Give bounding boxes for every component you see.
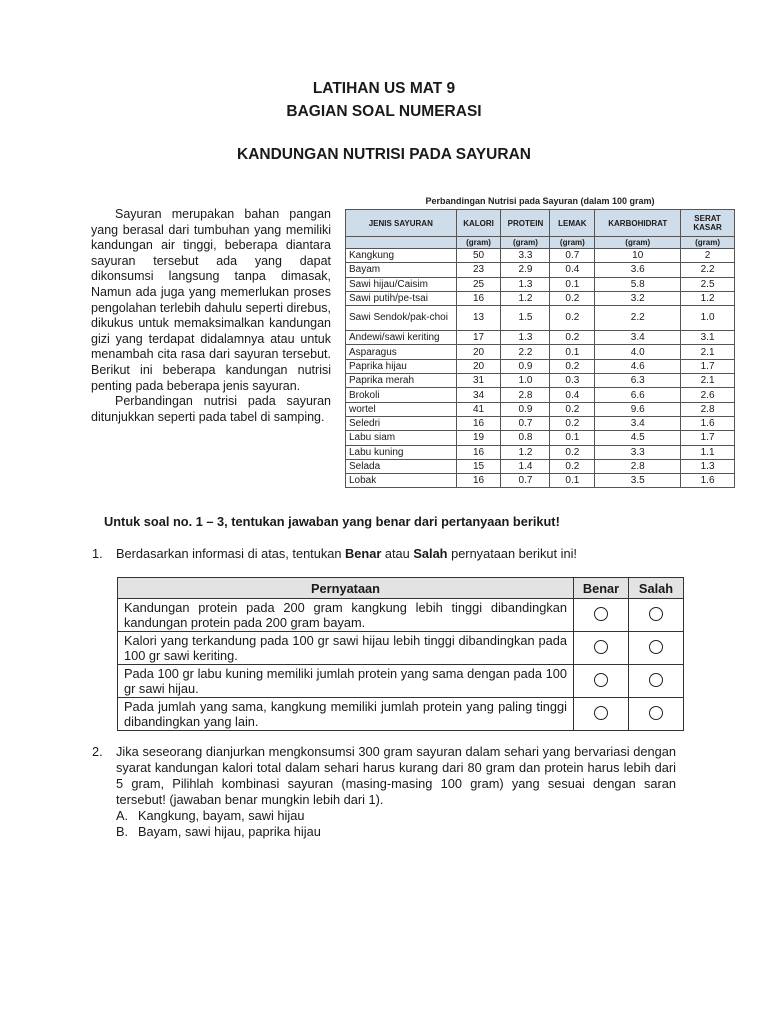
kalori-value: 16: [456, 416, 501, 430]
unit-cell: (gram): [595, 237, 681, 249]
benar-radio[interactable]: [594, 607, 608, 621]
lemak-value: 0.3: [550, 374, 595, 388]
kalori-value: 20: [456, 345, 501, 359]
karbohidrat-value: 9.6: [595, 402, 681, 416]
nutrition-row: [346, 402, 735, 416]
protein-value: 2.9: [501, 263, 550, 277]
unit-cell: [346, 237, 457, 249]
nutrition-table-body: [346, 249, 735, 488]
benar-radio[interactable]: [594, 640, 608, 654]
benar-cell: [574, 632, 629, 665]
protein-value: 3.3: [501, 249, 550, 263]
karbohidrat-value: 4.5: [595, 431, 681, 445]
col-header-jenis: JENIS SAYURAN: [346, 210, 457, 237]
vegetable-name: Kangkung: [346, 249, 457, 263]
col-header-karbohidrat: KARBOHIDRAT: [595, 210, 681, 237]
nutrition-header-row: [346, 210, 735, 237]
lemak-value: 0.1: [550, 431, 595, 445]
protein-value: 1.5: [501, 306, 550, 331]
statement-row: [118, 632, 684, 665]
intro-paragraph-2: Perbandingan nutrisi pada sayuran ditunjukkan seperti pada tabel di samping.: [91, 394, 331, 424]
lemak-value: 0.4: [550, 263, 595, 277]
col-header-lemak: LEMAK: [550, 210, 595, 237]
statement-row: [118, 665, 684, 698]
karbohidrat-value: 10: [595, 249, 681, 263]
karbohidrat-value: 3.4: [595, 331, 681, 345]
benar-cell: [574, 698, 629, 731]
salah-radio[interactable]: [649, 607, 663, 621]
benar-radio[interactable]: [594, 706, 608, 720]
statement-text: Pada 100 gr labu kuning memiliki jumlah protein yang sama dengan pada 100 gr sawi hijau.: [118, 665, 574, 698]
protein-value: 1.4: [501, 459, 550, 473]
serat-value: 3.1: [681, 331, 735, 345]
question-1-text-b: atau: [381, 546, 414, 561]
vegetable-name: Sawi putih/pe-tsai: [346, 291, 457, 305]
nutrition-row: [346, 359, 735, 373]
vegetable-name: Sawi Sendok/pak-choi: [346, 306, 457, 331]
statement-row: [118, 599, 684, 632]
salah-radio[interactable]: [649, 706, 663, 720]
lemak-value: 0.1: [550, 474, 595, 488]
serat-value: 1.0: [681, 306, 735, 331]
nutrition-row: [346, 459, 735, 473]
lemak-value: 0.2: [550, 416, 595, 430]
kalori-value: 17: [456, 331, 501, 345]
serat-value: 2.2: [681, 263, 735, 277]
kalori-value: 23: [456, 263, 501, 277]
protein-value: 1.0: [501, 374, 550, 388]
nutrition-row: [346, 345, 735, 359]
karbohidrat-value: 2.8: [595, 459, 681, 473]
col-header-serat: SERAT KASAR: [681, 210, 735, 237]
karbohidrat-value: 4.0: [595, 345, 681, 359]
protein-value: 1.3: [501, 277, 550, 291]
question-1: [92, 546, 577, 561]
page-subtitle: BAGIAN SOAL NUMERASI: [286, 103, 482, 120]
question-2-text: Jika seseorang dianjurkan mengkonsumsi 300 gram sayuran dalam sehari yang bervariasi dengan syarat kandungan kalori total dalam sehari harus kurang dari 80 gram dan protein harus lebih dari 5 gram, Pilihlah kombinasi sayuran (masing-masing 100 gram) yang sesuai dengan saran tersebut! (jawaban benar mungkin lebih dari 1).: [116, 744, 676, 807]
serat-value: 2.5: [681, 277, 735, 291]
kalori-value: 50: [456, 249, 501, 263]
col-header-protein: PROTEIN: [501, 210, 550, 237]
kalori-value: 16: [456, 474, 501, 488]
protein-value: 0.9: [501, 359, 550, 373]
serat-value: 1.2: [681, 291, 735, 305]
serat-value: 2.6: [681, 388, 735, 402]
option-b-text: Bayam, sawi hijau, paprika hijau: [138, 824, 321, 839]
unit-cell: (gram): [550, 237, 595, 249]
kalori-value: 25: [456, 277, 501, 291]
nutrition-row: [346, 374, 735, 388]
lemak-value: 0.7: [550, 249, 595, 263]
protein-value: 2.8: [501, 388, 550, 402]
question-1-number: 1.: [92, 546, 103, 561]
salah-cell: [629, 665, 684, 698]
option-a-text: Kangkung, bayam, sawi hijau: [138, 808, 305, 823]
kalori-value: 20: [456, 359, 501, 373]
karbohidrat-value: 3.3: [595, 445, 681, 459]
kalori-value: 16: [456, 291, 501, 305]
statement-text: Kandungan protein pada 200 gram kangkung lebih tinggi dibandingkan kandungan protein pada 200 gram bayam.: [118, 599, 574, 632]
nutrition-row: [346, 277, 735, 291]
nutrition-row: [346, 445, 735, 459]
serat-value: 1.6: [681, 474, 735, 488]
salah-radio[interactable]: [649, 640, 663, 654]
benar-radio[interactable]: [594, 673, 608, 687]
option-a[interactable]: [116, 808, 676, 824]
karbohidrat-value: 3.5: [595, 474, 681, 488]
question-1-text-a: Berdasarkan informasi di atas, tentukan: [116, 546, 346, 561]
protein-value: 0.9: [501, 402, 550, 416]
col-header-pernyataan: Pernyataan: [118, 578, 574, 599]
salah-radio[interactable]: [649, 673, 663, 687]
col-header-kalori: KALORI: [456, 210, 501, 237]
vegetable-name: Lobak: [346, 474, 457, 488]
lemak-value: 0.2: [550, 306, 595, 331]
kalori-value: 13: [456, 306, 501, 331]
nutrition-row: [346, 431, 735, 445]
vegetable-name: wortel: [346, 402, 457, 416]
question-2-number: 2.: [92, 744, 103, 759]
kalori-value: 16: [456, 445, 501, 459]
serat-value: 2: [681, 249, 735, 263]
serat-value: 1.7: [681, 431, 735, 445]
protein-value: 1.2: [501, 291, 550, 305]
vegetable-name: Andewi/sawi keriting: [346, 331, 457, 345]
serat-value: 1.1: [681, 445, 735, 459]
nutrition-row: [346, 291, 735, 305]
vegetable-name: Paprika merah: [346, 374, 457, 388]
unit-cell: (gram): [501, 237, 550, 249]
col-header-benar: Benar: [574, 578, 629, 599]
nutrition-row: [346, 474, 735, 488]
vegetable-name: Brokoli: [346, 388, 457, 402]
nutrition-table-block: [345, 196, 735, 488]
karbohidrat-value: 3.6: [595, 263, 681, 277]
protein-value: 2.2: [501, 345, 550, 359]
salah-cell: [629, 632, 684, 665]
page-title: LATIHAN US MAT 9: [312, 80, 456, 97]
serat-value: 1.6: [681, 416, 735, 430]
karbohidrat-value: 3.4: [595, 416, 681, 430]
serat-value: 2.8: [681, 402, 735, 416]
vegetable-name: Labu kuning: [346, 445, 457, 459]
nutrition-row: [346, 249, 735, 263]
nutrition-table: [345, 209, 735, 488]
unit-cell: (gram): [456, 237, 501, 249]
kalori-value: 19: [456, 431, 501, 445]
statement-row: [118, 698, 684, 731]
question-1-text-c: pernyataan berikut ini!: [447, 546, 577, 561]
karbohidrat-value: 4.6: [595, 359, 681, 373]
benar-cell: [574, 599, 629, 632]
statement-table: [117, 577, 684, 731]
benar-cell: [574, 665, 629, 698]
serat-value: 2.1: [681, 374, 735, 388]
kalori-value: 34: [456, 388, 501, 402]
karbohidrat-value: 5.8: [595, 277, 681, 291]
protein-value: 0.7: [501, 474, 550, 488]
salah-cell: [629, 599, 684, 632]
statement-text: Pada jumlah yang sama, kangkung memiliki jumlah protein yang paling tinggi dibandingkan yang lain.: [118, 698, 574, 731]
lemak-value: 0.2: [550, 291, 595, 305]
vegetable-name: Sawi hijau/Caisim: [346, 277, 457, 291]
karbohidrat-value: 2.2: [595, 306, 681, 331]
nutrition-row: [346, 388, 735, 402]
col-header-salah: Salah: [629, 578, 684, 599]
unit-cell: (gram): [681, 237, 735, 249]
question-1-bold-salah: Salah: [413, 546, 448, 561]
serat-value: 1.7: [681, 359, 735, 373]
protein-value: 0.7: [501, 416, 550, 430]
nutrition-row: [346, 331, 735, 345]
lemak-value: 0.1: [550, 345, 595, 359]
option-a-letter: A.: [116, 808, 129, 823]
nutrition-row: [346, 263, 735, 277]
lemak-value: 0.4: [550, 388, 595, 402]
karbohidrat-value: 6.3: [595, 374, 681, 388]
lemak-value: 0.1: [550, 277, 595, 291]
nutrition-row: [346, 416, 735, 430]
nutrition-table-caption: Perbandingan Nutrisi pada Sayuran (dalam 100 gram): [425, 196, 655, 206]
option-b[interactable]: [116, 824, 676, 840]
vegetable-name: Paprika hijau: [346, 359, 457, 373]
kalori-value: 31: [456, 374, 501, 388]
lemak-value: 0.2: [550, 459, 595, 473]
question-2: [92, 744, 676, 840]
option-b-letter: B.: [116, 824, 129, 839]
lemak-value: 0.2: [550, 331, 595, 345]
protein-value: 0.8: [501, 431, 550, 445]
question-1-bold-benar: Benar: [345, 546, 382, 561]
vegetable-name: Selada: [346, 459, 457, 473]
lemak-value: 0.2: [550, 402, 595, 416]
vegetable-name: Bayam: [346, 263, 457, 277]
protein-value: 1.3: [501, 331, 550, 345]
nutrition-units-row: [346, 237, 735, 249]
kalori-value: 41: [456, 402, 501, 416]
salah-cell: [629, 698, 684, 731]
lemak-value: 0.2: [550, 359, 595, 373]
intro-paragraph-1: Sayuran merupakan bahan pangan yang berasal dari tumbuhan yang memiliki kandungan air tinggi, beberapa diantara sayuran tersebut ada yang dapat dikonsumsi langsung tanpa dimasak, Namun ada juga yang memerlukan proses pengolahan terlebih dahulu seperti direbus, dikukus untuk memaksimalkan kandungan gizi yang terdapat didalamnya atau untuk menambah cita rasa dari sayuran tersebut. Berikut ini beberapa kandungan nutrisi penting pada beberapa jenis sayuran.: [91, 207, 331, 393]
nutrition-row: [346, 306, 735, 331]
vegetable-name: Labu siam: [346, 431, 457, 445]
instruction-text: Untuk soal no. 1 – 3, tentukan jawaban yang benar dari pertanyaan berikut!: [104, 514, 560, 529]
serat-value: 1.3: [681, 459, 735, 473]
karbohidrat-value: 3.2: [595, 291, 681, 305]
statement-header-row: [118, 578, 684, 599]
vegetable-name: Seledri: [346, 416, 457, 430]
serat-value: 2.1: [681, 345, 735, 359]
statement-text: Kalori yang terkandung pada 100 gr sawi hijau lebih tinggi dibandingkan pada 100 gr sawi keriting.: [118, 632, 574, 665]
intro-text: [91, 207, 331, 425]
lemak-value: 0.2: [550, 445, 595, 459]
protein-value: 1.2: [501, 445, 550, 459]
section-title: KANDUNGAN NUTRISI PADA SAYURAN: [237, 146, 531, 163]
kalori-value: 15: [456, 459, 501, 473]
karbohidrat-value: 6.6: [595, 388, 681, 402]
vegetable-name: Asparagus: [346, 345, 457, 359]
